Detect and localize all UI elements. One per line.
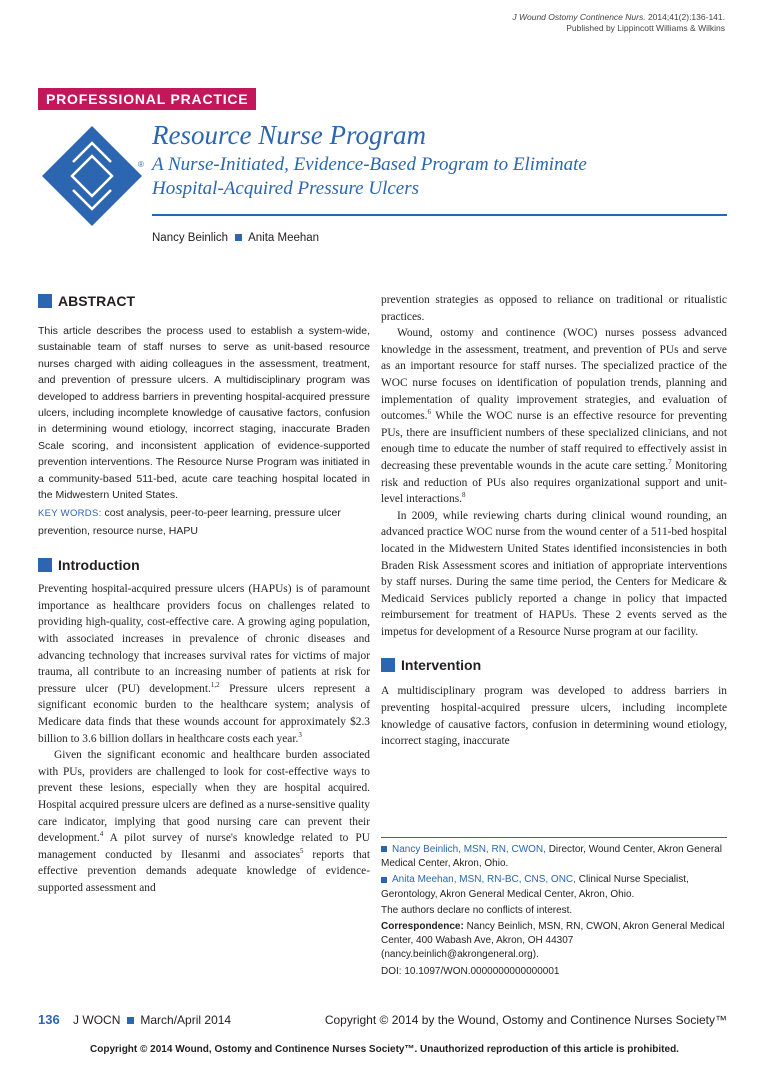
paragraph: Given the significant economic and healthcare burden associated with PUs, providers are challenged to look for cost-effective ways to prevent these lesions, especially when they are hospital acquired. Hospital acquired pressure ulcers are defined as a nurse-sensitive quality care indicator, implying that good nursing care can prevent their development.$^4$ A pilot survey of nurse's knowledge related to PU management conducted by Ilesanmi and associates$^5$ reports that effective prevention demands adequate knowledge of evidence-supported assessment and xyxy=(38,749,370,894)
right-column xyxy=(381,292,727,750)
registered-mark: ® xyxy=(138,160,144,169)
subtitle-line-2: Hospital-Acquired Pressure Ulcers xyxy=(152,178,420,199)
diamond-logo-icon xyxy=(38,122,146,230)
intervention-heading: Intervention xyxy=(381,656,727,674)
abstract-heading: ABSTRACT xyxy=(38,292,370,310)
keywords-label: KEY WORDS: xyxy=(38,508,102,520)
author-list xyxy=(152,232,319,244)
journal-citation xyxy=(512,12,725,34)
separator-square-icon xyxy=(235,234,242,241)
separator-square-icon xyxy=(127,1017,134,1024)
author-affiliation: Nancy Beinlich, MSN, RN, CWON, Director, Wound Center, Akron General Medical Center, Akron, Ohio. xyxy=(381,844,722,870)
heading-square-icon xyxy=(381,658,395,672)
author-name: Nancy Beinlich xyxy=(152,232,229,244)
footer-left xyxy=(38,1012,231,1027)
doi: DOI: 10.1097/WON.0000000000000001 xyxy=(381,965,560,977)
paragraph: Preventing hospital-acquired pressure ulcers (HAPUs) is of paramount importance as healthcare providers focus on challenges related to providing high-quality, cost-effective care. A growing aging population, with associated increases in prevalence of chronic diseases and advancing technology that increases survival rates for victims of major trauma, all contribute to an increasing number of patients at risk for pressure ulcer (PU) development.$^{1,2}$ Pressure ulcers represent a significant economic burden to the healthcare system; analysis of Medicare data finds that these wounds account for approximately $2.3 billion to 3.6 billion dollars in healthcare costs each year.$^3$ xyxy=(38,583,371,745)
left-column xyxy=(38,292,370,897)
paragraph: prevention strategies as opposed to reliance on traditional or ritualistic practices. xyxy=(381,294,727,323)
paragraph: A multidisciplinary program was developed to address barriers in preventing hospital-acquired pressure ulcers, including incomplete knowledge of causative factors, confusion in determining wound etiology, incorrect staging, inaccurate xyxy=(381,685,727,748)
journal-citation-name: J Wound Ostomy Continence Nurs. xyxy=(512,12,646,22)
page-footer xyxy=(38,1012,727,1027)
title-divider xyxy=(152,214,727,216)
paragraph: Wound, ostomy and continence (WOC) nurses possess advanced knowledge in the assessment, treatment, and prevention of PUs and serve as an important resource for staff nurses. The specialized practice of the WOC nurse focuses on identification of population trends, planning and implementation of quality improvement strategies, and evaluation of outcomes.$^6$ While the WOC nurse is an effective resource for preventing PUs, there are insufficient numbers of these specialized clinicians, and not enough time to educate the number of staff required to effectively assist in decreasing these preventable wounds in the acute care setting.$^7$ Monitoring risk and reduction of PUs also requires organizational support and unit-level interactions.$^8$ xyxy=(381,327,728,506)
author-name: Anita Meehan xyxy=(248,232,320,244)
title-block xyxy=(152,118,727,201)
article-subtitle xyxy=(152,153,727,201)
article-title: Resource Nurse Program xyxy=(152,120,426,150)
section-banner: PROFESSIONAL PRACTICE xyxy=(38,88,256,110)
issue-date: March/April 2014 xyxy=(140,1013,232,1027)
intervention-text xyxy=(381,683,727,749)
publisher-line: Published by Lippincott Williams & Wilkins xyxy=(566,23,725,33)
author-affiliation: Anita Meehan, MSN, RN-BC, CNS, ONC, Clinical Nurse Specialist, Gerontology, Akron General Medical Center, Akron, Ohio. xyxy=(381,874,689,900)
footer-copyright: Copyright © 2014 by the Wound, Ostomy and Continence Nurses Society™ xyxy=(324,1012,727,1027)
introduction-heading: Introduction xyxy=(38,556,370,574)
copyright-notice: Copyright © 2014 Wound, Ostomy and Continence Nurses Society™. Unauthorized reproduction of this article is prohibited. xyxy=(90,1044,679,1055)
page-number: 136 xyxy=(38,1012,60,1027)
conflict-statement: The authors declare no conflicts of interest. xyxy=(381,904,573,916)
continued-text xyxy=(381,292,727,640)
journal-abbrev: J WOCN xyxy=(73,1013,121,1027)
heading-square-icon xyxy=(38,294,52,308)
bullet-square-icon xyxy=(381,846,387,852)
introduction-text xyxy=(38,581,370,896)
keywords-list: cost analysis, peer-to-peer learning, pressure ulcer prevention, resource nurse, HAPU xyxy=(38,507,341,537)
abstract-text: This article describes the process used to establish a system-wide, sustainable team of staff nurses to serve as unit-based resource nurses charged with aiding colleagues in the assessment, treatment, and prevention of pressure ulcers. A multidisciplinary program was developed to address barriers in preventing hospital-acquired pressure ulcers, including incomplete knowledge of causative factors, confusion in determining wound etiology, incorrect staging, inaccurate Braden Scale scoring, and inconsistent application of evidence-supported prevention interventions. The Resource Nurse Program was initiated in a community-based 511-bed, acute care teaching hospital located in the Midwestern United States. xyxy=(38,325,370,502)
subtitle-line-1: A Nurse-Initiated, Evidence-Based Program to Eliminate xyxy=(152,154,587,175)
paragraph: In 2009, while reviewing charts during clinical wound rounding, an advanced practice WOC nurse from the wound center of a 511-bed hospital located in the Midwestern United States identified inconsistencies in both Braden Risk Assessment scores and initiation of appropriate interventions by staff nurses. During the same time period, the Centers for Medicare & Medicaid Services publicly reported a change in policy that impacted reimbursement for treatment of HAPUs. These 2 events served as the impetus for development of a Resource Nurse program at our facility. xyxy=(381,509,727,638)
correspondence: Correspondence: Nancy Beinlich, MSN, RN, CWON, Akron General Medical Center, 400 Wabash Ave, Akron, OH 44307 (nancy.beinlich@akrongeneral.org). xyxy=(381,921,725,961)
heading-square-icon xyxy=(38,558,52,572)
keywords xyxy=(38,505,370,539)
journal-citation-details: 2014;41(2):136-141. xyxy=(645,12,725,22)
author-footnote xyxy=(381,837,727,981)
bullet-square-icon xyxy=(381,877,387,883)
